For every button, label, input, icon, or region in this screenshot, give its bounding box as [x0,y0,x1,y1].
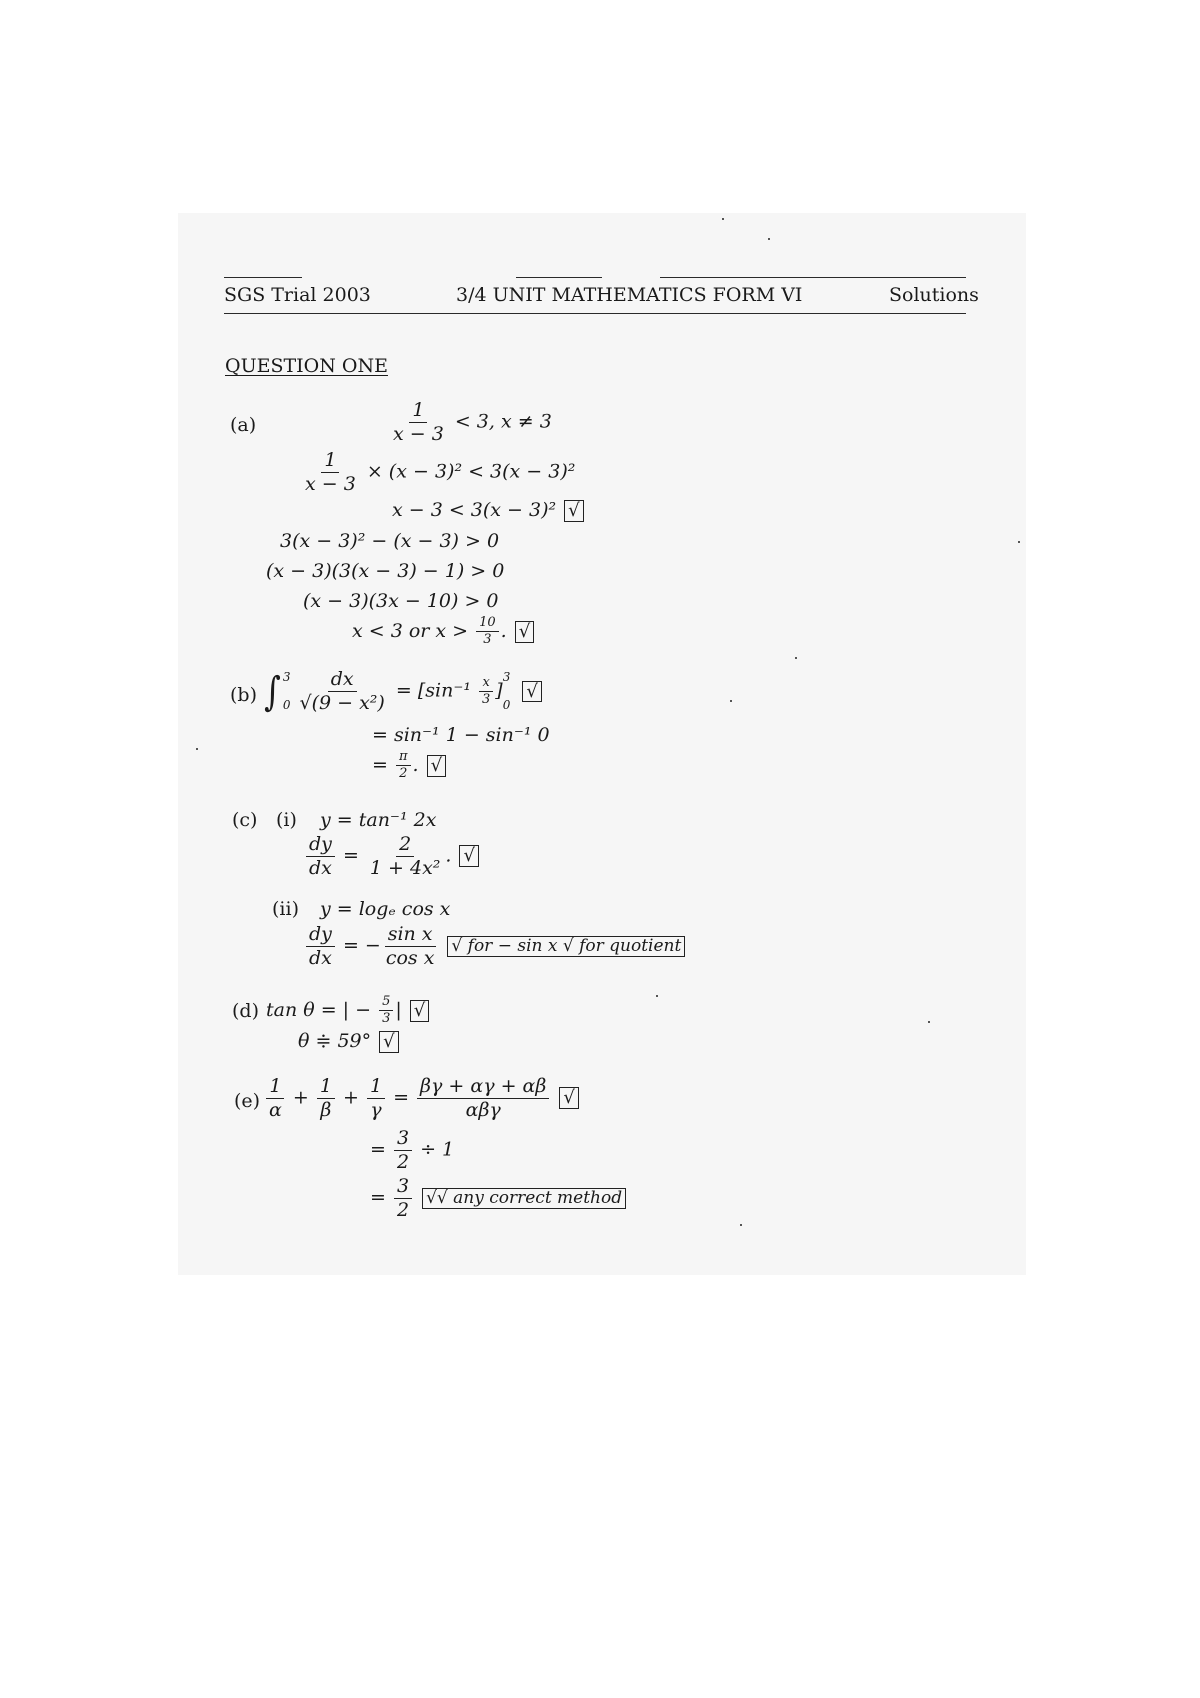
part-b-int-den: √(9 − x²) [299,692,385,715]
scan-speck [1018,541,1020,543]
part-b-l1-close: ] [495,679,503,702]
integral-icon: ∫ [264,668,281,715]
part-b-upper: 3 [282,670,291,684]
part-e-f2-den: β [320,1098,332,1121]
part-e-l2-num: 3 [394,1128,412,1151]
part-a-l2-den: x − 3 [305,472,356,495]
marking-note-box: √ for − sin x √ for quotient [447,936,685,957]
part-b-l1-eq: = [sin⁻¹ [389,679,478,702]
part-b-l3-tail: . [412,753,419,776]
part-e-line-1 [264,1076,579,1121]
part-c-ii-den: cos x [385,946,435,969]
part-b-lower: 0 [282,697,291,712]
header-rule-top-left [224,277,302,278]
header-right: Solutions [889,284,979,306]
part-e-plus-1: + [286,1086,315,1109]
part-a-line-5: (x − 3)(3(x − 3) − 1) > 0 [266,560,505,582]
part-c-i-num: 2 [396,834,414,857]
part-e-l2-tail: ÷ 1 [414,1138,455,1161]
part-d-l1-lead: tan θ = | − [266,998,378,1021]
check-mark-icon: √ [522,681,541,703]
part-b-l3-lead: = [372,753,394,776]
check-mark-icon: √ [559,1087,578,1109]
scan-speck [730,700,732,702]
part-e-l3-den: 2 [396,1198,410,1221]
check-mark-icon: √ [379,1031,398,1053]
part-c-i-line-2 [304,834,479,879]
part-a-l3: x − 3 < 3(x − 3)² [392,499,557,521]
part-b-l3-den: 2 [399,766,408,782]
marking-note-box: √√ any correct method [422,1188,626,1209]
part-d-l1-tail: | [395,998,402,1021]
part-c-i-eq: = [336,844,365,867]
part-e-l2-den: 2 [396,1150,410,1173]
part-c-i-label: (i) [276,809,297,831]
part-d-l1-den: 3 [382,1011,391,1027]
part-a-line-1 [388,400,552,445]
check-mark-icon: √ [564,500,583,522]
part-d-line-2 [298,1030,399,1053]
scan-speck [196,748,198,750]
part-b-line-1 [262,664,542,719]
scan-speck [722,218,724,220]
part-a-label: (a) [230,414,257,436]
part-d-line-1 [266,995,429,1027]
scan-speck [795,657,797,659]
part-d-label: (d) [232,1000,259,1022]
part-a-line-3 [392,499,584,522]
part-e-f4-num: βγ + αγ + αβ [417,1076,549,1099]
part-b-l1-fden: 3 [482,692,491,708]
part-b-l1-lower: 0 [502,697,511,712]
part-e-line-2 [370,1128,454,1173]
scan-speck [768,238,770,240]
part-e-l3-lead: = [370,1186,392,1209]
part-a-l7-tail: . [500,619,507,642]
check-mark-icon: √ [410,1000,429,1022]
header-center: 3/4 UNIT MATHEMATICS FORM VI [456,284,803,306]
part-a-l7-den: 3 [483,632,492,648]
header-rule-top-center [516,277,602,278]
part-c-i-dden: dx [309,856,332,879]
part-a-l7-num: 10 [476,616,499,632]
part-e-plus-2: + [336,1086,365,1109]
part-e-f1-den: α [269,1098,282,1121]
part-b-int-num: dx [328,669,357,692]
part-e-f3-num: 1 [367,1076,385,1099]
part-c-i-tail: . [445,844,452,867]
part-a-l1-den: x − 3 [393,422,444,445]
part-b-line-3 [372,750,446,782]
check-mark-icon: √ [427,755,446,777]
part-a-line-2 [300,450,575,495]
check-mark-icon: √ [515,621,534,643]
part-e-eq: = [387,1086,416,1109]
header-rule-top-right [660,277,966,278]
part-d-l2: θ ≑ 59° [298,1030,372,1052]
part-e-f3-den: γ [370,1098,382,1121]
part-c-i-dnum: dy [306,834,335,857]
part-a-line-6: (x − 3)(3x − 10) > 0 [303,590,499,612]
part-a-line-4: 3(x − 3)² − (x − 3) > 0 [280,530,500,552]
scan-speck [740,1224,742,1226]
part-c-ii-dnum: dy [306,924,335,947]
question-title: QUESTION ONE [225,355,388,377]
part-a-line-7 [352,616,534,648]
part-e-line-3 [370,1176,626,1221]
part-e-f2-num: 1 [317,1076,335,1099]
part-e-f4-den: αβγ [465,1098,501,1121]
part-b-label: (b) [230,684,257,706]
check-mark-icon: √ [459,845,478,867]
part-c-ii-num: sin x [385,924,436,947]
part-b-l1-fnum: x [479,676,492,692]
part-b-line-2: = sin⁻¹ 1 − sin⁻¹ 0 [372,724,550,746]
part-b-l1-upper: 3 [502,670,511,684]
part-c-i-den: 1 + 4x² [369,856,441,879]
part-e-l3-num: 3 [394,1176,412,1199]
part-e-l2-lead: = [370,1138,392,1161]
part-e-f1-num: 1 [266,1076,284,1099]
scan-speck [928,1021,930,1023]
header-left: SGS Trial 2003 [224,284,371,306]
part-c-ii-line-1: y = logₑ cos x [320,898,451,920]
part-a-l1-rest: < 3, x ≠ 3 [448,410,552,433]
part-a-l7-lead: x < 3 or x > [352,619,475,642]
part-c-ii-label: (ii) [272,898,299,920]
part-a-l1-num: 1 [409,400,427,423]
part-c-ii-line-2 [304,924,685,969]
part-c-ii-eq: = − [336,934,381,957]
part-a-l2-rest: × (x − 3)² < 3(x − 3)² [360,460,576,483]
part-c-i-line-1: y = tan⁻¹ 2x [320,809,437,831]
scan-speck [656,995,658,997]
header-rule-bottom [224,313,966,314]
part-e-label: (e) [234,1090,261,1112]
part-a-l2-num: 1 [321,450,339,473]
part-c-label: (c) [232,809,258,831]
part-b-l3-num: π [396,750,411,766]
part-d-l1-num: 5 [379,995,393,1011]
part-c-ii-dden: dx [309,946,332,969]
